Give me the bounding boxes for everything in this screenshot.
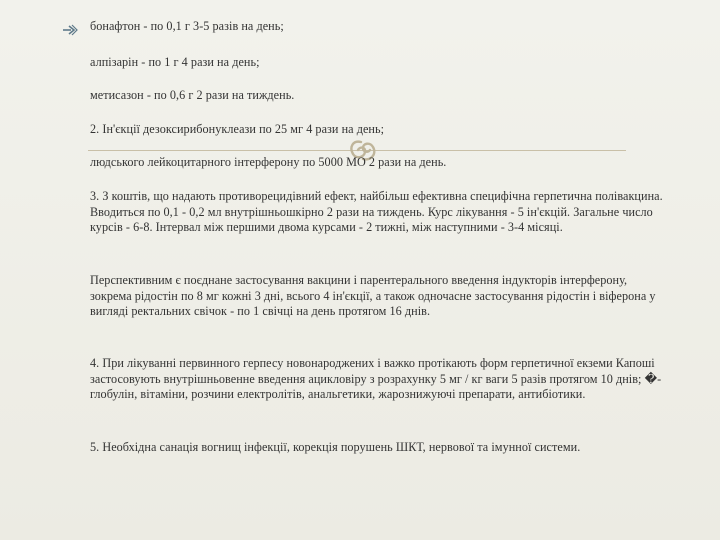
- wingding-arrow-bullet-icon: [62, 23, 78, 35]
- paragraph-vaccine: 3. З коштів, що надають противорецидівний ефект, найбільш ефективна специфічна герпетична полівакцина. Вводиться по 0,1 - 0,2 мл внутрішньошкірно 2 рази на тиждень. Курс лікування - 5 ін'єкцій. Загальне число курсів - 6-8. Інтервал між першими двома курсами - 2 тижні, між наступними - 3-4 місяці.: [90, 189, 663, 235]
- text-line-bonafton: бонафтон - по 0,1 г 3-5 разів на день;: [90, 19, 284, 33]
- text-line-injections: 2. Ін'єкції дезоксирибонуклеази по 25 мг 4 рази на день;: [90, 122, 385, 136]
- text-line-metisazon: метисазон - по 0,6 г 2 рази на тиждень.: [90, 88, 295, 102]
- paragraph-newborn-herpes: 4. При лікуванні первинного герпесу новонароджених і важко протікають форм герпетичної екземи Капоші застосовують внутрішньовенне введення ацикловіру з розрахунку 5 мг / кг ваги 5 разів протягом 10 днів; �-глобулін, вітаміни, розчини електролітів, анальгетики, жарознижуючі препарати, антибіотики.: [90, 356, 662, 402]
- text-line-alpizarin: алпізарін - по 1 г 4 рази на день;: [90, 55, 260, 69]
- paragraph-sanation: 5. Необхідна санація вогнищ інфекції, корекція порушень ШКТ, нервової та імунної системи.: [90, 440, 581, 454]
- text-line-interferon: людського лейкоцитарного інтерферону по 5000 МО 2 рази на день.: [90, 155, 447, 169]
- paragraph-perspective: Перспективним є поєднане застосування вакцини і парентерального введення індукторів інтерферону, зокрема рідостін по 8 мг кожні 3 дні, всього 4 ін'єкції, а також одночасне застосування рідостін і віферона у вигляді ректальних свічок - по 1 свічці на день протягом 16 днів.: [90, 273, 656, 319]
